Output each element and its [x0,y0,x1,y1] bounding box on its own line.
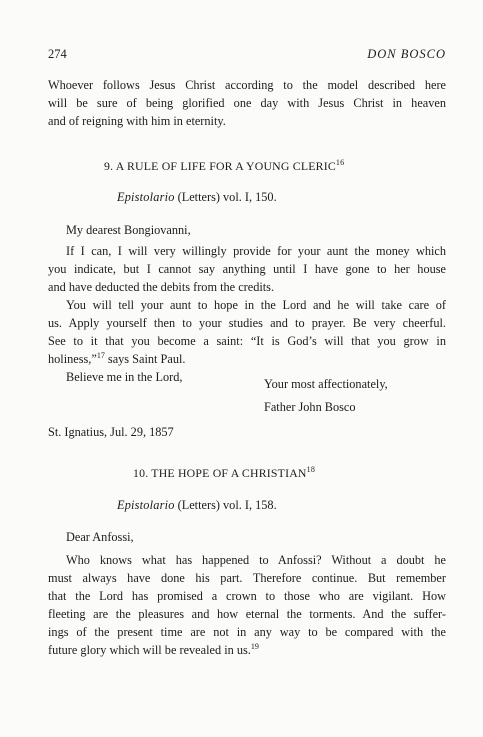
footnote-ref: 17 [96,351,105,360]
source-title: Epistolario [117,190,175,204]
source-citation [117,190,277,205]
intro-paragraph [48,76,446,130]
text-line: Whoever follows Jesus Christ according to the model described here [48,78,446,92]
text-line: If I can, I will very willingly provide for your aunt the money which [66,244,446,258]
heading-text: 10. THE HOPE OF A CHRISTIAN [133,466,307,480]
footnote-ref: 19 [250,642,259,651]
salutation: Dear Anfossi, [66,530,134,544]
line-text: holiness,” [48,352,97,366]
text-line: See to it that you become a saint: “It is God’s will that you grow in [48,334,446,348]
text-line: and have deducted the debits from the credits. [48,280,275,294]
letter-salutation [48,221,446,239]
text-line: us. Apply yourself then to your studies and to prayer. Be very cheerful. [48,316,446,330]
text-line: will be sure of being glorified one day with Jesus Christ in heaven [48,96,446,110]
text-line [48,641,446,659]
text-line: you indicate, but I cannot say anything until I have gone to her house [48,262,446,276]
text-line [48,350,446,368]
letter-paragraph [48,242,446,386]
page-number: 274 [48,47,67,61]
signature-line: Your most affectionately, [264,377,388,391]
source-detail: (Letters) vol. I, 150. [174,190,277,204]
text-line: fleeting are the pleasures and how eternal the torments. And the suffer- [48,607,446,621]
place-date: St. Ignatius, Jul. 29, 1857 [48,425,174,439]
text-line: Who knows what has happened to Anfossi? Without a doubt he [66,553,446,567]
section-heading-10 [133,466,315,481]
signature-block [264,373,388,419]
letter-paragraph [48,551,446,659]
salutation: My dearest Bongiovanni, [66,223,191,237]
text-line: You will tell your aunt to hope in the Lord and he will take care of [66,298,446,312]
page-header [48,47,446,65]
signature-name: Father John Bosco [264,400,356,414]
text-line: and of reigning with him in eternity. [48,114,226,128]
heading-text: 9. A RULE OF LIFE FOR A YOUNG CLERIC [104,159,336,173]
running-head: DON BOSCO [367,47,446,61]
line-text: says Saint Paul. [104,352,186,366]
footnote-ref: 16 [335,158,345,167]
text-line: must always have done his part. Therefore continue. But remember [48,571,446,585]
footnote-ref: 18 [306,465,316,474]
letter-salutation [48,528,446,546]
closing-line: Believe me in the Lord, [66,370,183,384]
source-title: Epistolario [117,498,175,512]
source-detail: (Letters) vol. I, 158. [174,498,277,512]
text-line: ings of the present time are not in any way to be compared with the [48,625,446,639]
text-line: that the Lord has promised a crown to those who are vigilant. How [48,589,446,603]
source-citation [117,498,277,513]
line-text: future glory which will be revealed in us. [48,643,251,657]
section-heading-9 [104,159,344,174]
